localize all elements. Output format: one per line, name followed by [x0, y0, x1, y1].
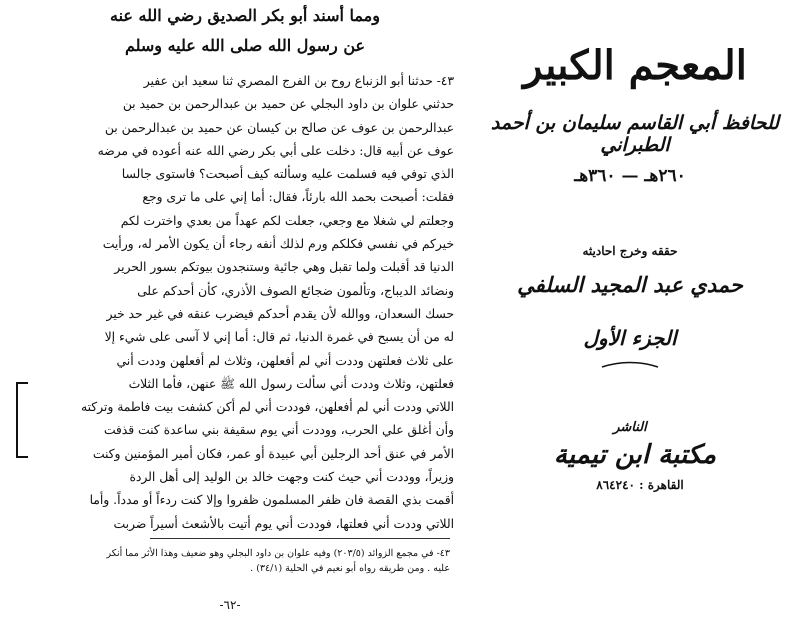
body-line: الذي توفي فيه فسلمت عليه وسألته كيف أصبحت؟ فاستوى جالسا — [121, 167, 454, 182]
margin-bracket-mark — [16, 382, 28, 458]
author-dates: ٢٦٠هـ — ٣٦٠هـ — [574, 166, 686, 186]
footnote-line: ٤٣- في مجمع الزوائد (٢٠٣/٥) وفيه علوان بن داود البجلي وهو ضعيف وهذا الأثر مما أنكر — [106, 548, 450, 559]
body-line: وجعلتم لي شغلا مع وجعي، جعلت لكم عهداً من بعدي واخترت لكم — [120, 213, 454, 228]
body-line: فعلتهن، وثلاث وددت أني سألت رسول الله ﷺ عنهن، فأما الثلاث — [128, 376, 454, 391]
editor-name: حمدي عبد المجيد السلفي — [517, 272, 743, 297]
body-line: فقلت: أصبحت بحمد الله بارئاً، فقال: أما إني على ما ترى وجع — [142, 190, 454, 205]
body-line: وزيراً، ووددت أني حيث كنت وجهت خالد بن الوليد إلى أهل الردة — [129, 470, 454, 485]
author-name: للحافظ أبي القاسم سليمان بن أحمد الطبراني — [490, 112, 780, 156]
volume-underline-ornament — [600, 360, 660, 374]
volume-label: الجزء الأول — [583, 326, 677, 350]
footnote-divider — [150, 538, 450, 539]
body-line: الدنيا قد أقبلت ولما تقبل وهي جائية وستنجدون بيوتكم بسور الحرير — [114, 260, 454, 275]
body-line: عوف عن أبيه قال: دخلت على أبي بكر رضي الله عنه أعوده في مرضه — [97, 143, 454, 158]
body-line: أقمت بذي القصة فان ظفر المسلمون ظفروا وإلا كنت ردءاً أو مدداً. وأما — [89, 493, 454, 508]
body-line: على ثلاث فعلتهن وددت أني لم أفعلهن، وثلاث لم أفعلهن وددت أني — [116, 353, 454, 368]
hadith-body — [30, 70, 454, 536]
page-number: -٦٢- — [219, 598, 241, 612]
footnote-line: عليه . ومن طريقه رواه أبو نعيم في الحلية (٣٤/١) . — [250, 563, 450, 574]
book-title: المعجم الكبير — [523, 42, 747, 89]
publisher-city: القاهرة : ٨٦٤٢٤٠ — [596, 478, 684, 492]
body-line: له من أن يسبح في غمرة الدنيا، ثم قال: أما إني لا آسى على شيء إلا — [104, 330, 454, 345]
body-line: ونضائد الديباج، وتألمون ضجائع الصوف الأذري، كأن أحدكم على — [137, 283, 454, 298]
chapter-heading-line1: ومما أسند أبو بكر الصديق رضي الله عنه — [110, 6, 380, 25]
publisher-name: مكتبة ابن تيمية — [553, 440, 717, 470]
body-line: اللاتي وددت أني فعلتها، فوددت أني يوم أتيت بالأشعث أسيراً ضربت — [113, 516, 454, 531]
body-line: اللاتي وددت أني لم أفعلهن، فوددت أني لم أكن كشفت بيت فاطمة وتركته — [80, 400, 454, 415]
publisher-label: الناشر — [613, 420, 647, 435]
body-line: حدثني علوان بن داود البجلي عن حميد بن عبدالرحمن بن حميد بن — [122, 97, 454, 112]
body-line: وأن أغلق علي الحرب، ووددت أني يوم سقيفة بني ساعدة كنت قذفت — [103, 423, 454, 438]
body-line: عبدالرحمن بن عوف عن صالح بن كيسان عن حميد بن عبدالرحمن بن — [104, 120, 454, 135]
body-line: ٤٣- حدثنا أبو الزنباع روح بن الفرج المصري ثنا سعيد ابن عفير — [143, 74, 454, 88]
body-line: الأمر في عنق أحد الرجلين أبي عبيدة أو عمر، فكان أمير المؤمنين وكنت — [92, 446, 454, 461]
verified-by-label: حققه وخرج احاديثه — [582, 244, 678, 258]
body-line: خيركم في نفسي فكلكم ورم لذلك أنفه رجاء أن يكون الأمر له، ورأيت — [102, 237, 454, 252]
footnote — [100, 546, 450, 576]
body-line: حسك السعدان، ووالله لأن يقدم أحدكم فيضرب عنقه في غير حد خير — [106, 306, 454, 321]
title-page — [470, 0, 806, 619]
chapter-heading-line2: عن رسول الله صلى الله عليه وسلم — [124, 36, 366, 55]
